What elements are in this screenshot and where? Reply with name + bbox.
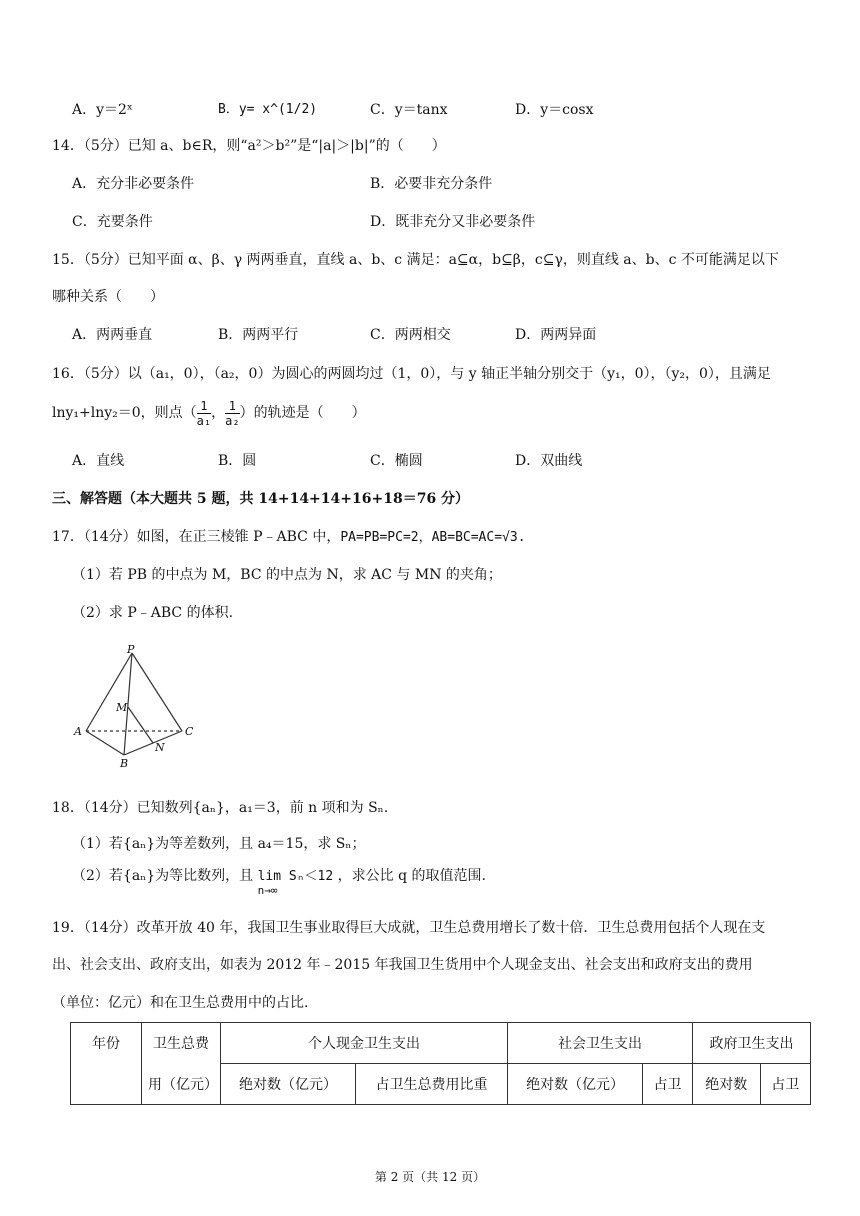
label-b: B	[120, 757, 129, 770]
col-gov-header: 政府卫生支出	[692, 1023, 810, 1064]
q19-line2: 出、社会支出、政府支出，如表为 2012 年﹣2015 年我国卫生货用中个人现金支出、社会支出和政府支出的费用	[52, 957, 753, 973]
q16-frac1-num: 1	[197, 399, 211, 414]
q16-option-b: B．圆	[218, 453, 257, 469]
q18-limit-subscript: n→∞	[257, 884, 278, 897]
q19-line3: （单位：亿元）和在卫生总费用中的占比.	[52, 995, 309, 1011]
col-year-header: 年份	[71, 1023, 142, 1105]
col-personal-header: 个人现金卫生支出	[221, 1023, 508, 1064]
col-social-header: 社会卫生支出	[508, 1023, 693, 1064]
q15-stem-line1: 15．（5分）已知平面 α、β、γ 两两垂直，直线 a、b、c 满足：a⊆α，b⊆β，c⊆γ，则直线 a、b、c 不可能满足以下	[52, 252, 779, 268]
q16-stem-line1: 16．（5分）以（a₁，0），（a₂，0）为圆心的两圆均过（1，0），与 y 轴正半轴分别交于（y₁，0），（y₂，0），且满足	[52, 366, 771, 382]
q15-stem-line2: 哪种关系（ ）	[52, 289, 164, 305]
q18-part2	[72, 866, 486, 897]
q17-stem	[52, 527, 526, 548]
q15-option-d: D．两两异面	[515, 327, 597, 343]
col-total-header-2: 用（亿元）	[142, 1064, 221, 1105]
section3-heading: 三、解答题（本大题共 5 题，共 14+14+14+16+18＝76 分）	[52, 491, 470, 507]
q15-option-c: C．两两相交	[370, 327, 451, 343]
q16-fraction-1	[197, 399, 211, 428]
col-social-abs: 绝对数（亿元）	[508, 1064, 643, 1105]
q18-part1: （1）若{aₙ}为等差数列，且 a₄＝15，求 Sₙ；	[72, 836, 366, 852]
q16-option-d: D．双曲线	[515, 453, 583, 469]
health-expenditure-table	[70, 1022, 811, 1105]
q14-option-b: B．必要非充分条件	[370, 176, 493, 192]
q16-frac2-num: 1	[225, 399, 239, 414]
q15-option-a: A．两两垂直	[72, 327, 153, 343]
q17-part2: （2）求 P﹣ABC 的体积.	[72, 605, 234, 621]
label-p: P	[127, 645, 135, 656]
q17-part1: （1）若 PB 的中点为 M，BC 的中点为 N，求 AC 与 MN 的夹角；	[72, 567, 502, 583]
label-c: C	[185, 725, 194, 738]
edge-ab	[86, 731, 124, 755]
q17-stem-text: 17．（14分）如图，在正三棱锥 P﹣ABC 中，	[52, 529, 341, 545]
q16-stem-line2: lny₁+lny₂＝0，则点（ $\frac{1}{\text{a₁}}$ ， $\frac{1}{\text{a₂}}$ ）的轨迹是（ ）	[52, 398, 366, 428]
segment-mn	[128, 707, 153, 743]
page-footer: 第 2 页（共 12 页）	[374, 1170, 486, 1184]
q14-option-c: C．充要条件	[72, 214, 153, 230]
col-gov-ratio: 占卫	[760, 1064, 810, 1105]
q18-limit-formula: lim Sₙ＜12	[257, 869, 334, 884]
q18-limit-expression	[257, 866, 334, 897]
q16-option-c: C．椭圆	[370, 453, 423, 469]
q13-option-a: A．y＝2ˣ	[72, 102, 133, 118]
col-social-ratio: 占卫	[643, 1064, 693, 1105]
q16-frac2-den: a₂	[225, 413, 240, 428]
q16-fraction-2	[225, 399, 239, 428]
label-n: N	[155, 741, 165, 754]
q16-frac1-den: a₁	[196, 413, 212, 428]
q17-formula: PA=PB=PC=2，AB=BC=AC=√3.	[340, 530, 526, 545]
q18-stem: 18．（14分）已知数列{aₙ}，a₁＝3，前 n 项和为 Sₙ.	[52, 800, 389, 816]
q16-stem-pre: lny₁+lny₂＝0，则点（	[52, 405, 197, 421]
q14-stem: 14．（5分）已知 a、b∈R，则“a²＞b²”是“|a|＞|b|”的（ ）	[52, 138, 446, 154]
label-a: A	[74, 725, 82, 738]
col-personal-ratio: 占卫生总费用比重	[356, 1064, 508, 1105]
q19-line1: 19．（14分）改革开放 40 年，我国卫生事业取得巨大成就，卫生总费用增长了数十倍．卫生总费用包括个人现在支	[52, 920, 766, 936]
q14-option-a: A．充分非必要条件	[72, 176, 195, 192]
edge-pa	[86, 653, 132, 731]
q15-option-b: B．两两平行	[218, 327, 299, 343]
q16-stem-post: ）的轨迹是（ ）	[239, 405, 366, 421]
label-m: M	[116, 701, 128, 714]
q13-option-b: B．y= x^(1/2)	[218, 102, 318, 117]
q13-option-d: D．y＝cosx	[515, 102, 594, 118]
q18-part2-post: ，求公比 q 的取值范围.	[337, 868, 486, 884]
tetrahedron-figure	[72, 645, 212, 770]
q18-part2-pre: （2）若{aₙ}为等比数列，且	[72, 868, 254, 884]
q14-option-d: D．既非充分又非必要条件	[370, 214, 536, 230]
q13-option-c: C．y＝tanx	[370, 102, 448, 118]
col-gov-abs: 绝对数	[692, 1064, 760, 1105]
q16-option-a: A．直线	[72, 453, 125, 469]
edge-pc	[132, 653, 182, 731]
col-total-header-1: 卫生总费	[142, 1023, 221, 1064]
col-personal-abs: 绝对数（亿元）	[221, 1064, 356, 1105]
